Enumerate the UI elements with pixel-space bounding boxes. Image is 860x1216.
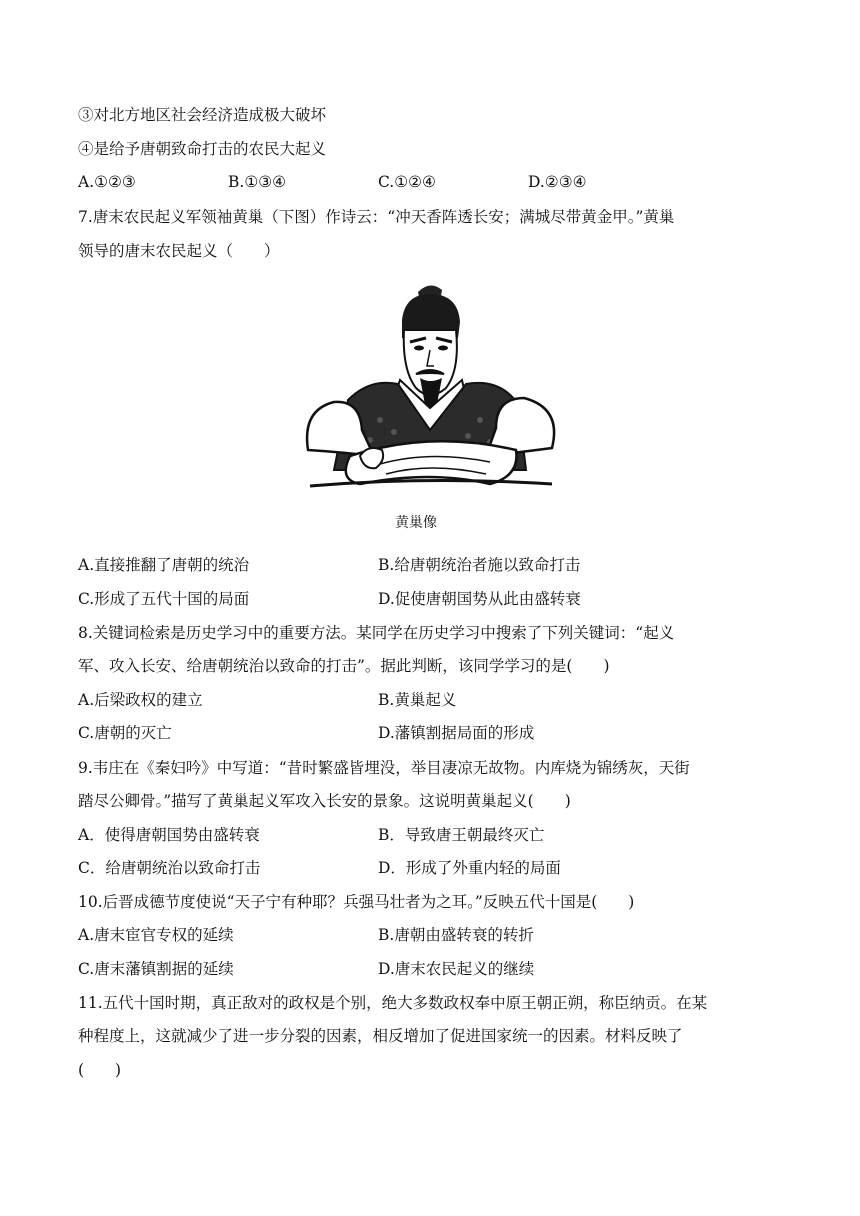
q7-stem-line-2: 领导的唐末农民起义（ ） bbox=[78, 242, 280, 260]
q10-option-a: A.唐末宦官专权的延续 bbox=[78, 926, 234, 944]
q8-option-c: C.唐朝的灭亡 bbox=[78, 724, 172, 742]
q10-option-c: C.唐末藩镇割据的延续 bbox=[78, 960, 234, 978]
q9-option-d: D．形成了外重内轻的局面 bbox=[378, 859, 561, 877]
q10-option-d: D.唐末农民起义的继续 bbox=[378, 960, 535, 978]
q6-option-c: C.①②④ bbox=[378, 173, 436, 191]
q7-option-b: B.给唐朝统治者施以致命打击 bbox=[378, 556, 581, 574]
q9-stem-line-1: 9.韦庄在《秦妇吟》中写道：“昔时繁盛皆埋没，举目凄凉无故物。内库烧为锦绣灰，天街 bbox=[78, 759, 690, 777]
figure-caption: 黄巢像 bbox=[395, 515, 437, 531]
q6-option-b: B.①③④ bbox=[228, 173, 287, 191]
q9-stem-line-2: 踏尽公卿骨。”描写了黄巢起义军攻入长安的景象。这说明黄巢起义( ) bbox=[78, 792, 571, 810]
q8-stem-line-1: 8.关键词检索是历史学习中的重要方法。某同学在历史学习中搜索了下列关键词：“起义 bbox=[78, 624, 675, 642]
huang-chao-portrait bbox=[290, 280, 570, 502]
q8-stem-line-2: 军、攻入长安、给唐朝统治以致命的打击”。据此判断，该同学学习的是( ) bbox=[78, 657, 610, 675]
q6-option-d: D.②③④ bbox=[528, 173, 587, 191]
q8-option-d: D.藩镇割据局面的形成 bbox=[378, 724, 535, 742]
q9-option-c: C．给唐朝统治以致命打击 bbox=[78, 859, 261, 877]
q11-stem-line-3: ( ) bbox=[78, 1061, 122, 1079]
q6-item-3: ③对北方地区社会经济造成极大破坏 bbox=[78, 106, 327, 124]
q10-option-b: B.唐朝由盛转衰的转折 bbox=[378, 926, 534, 944]
q10-stem-line-1: 10.后晋成德节度使说“天子宁有种耶？兵强马壮者为之耳。”反映五代十国是( ) bbox=[78, 893, 635, 911]
q11-stem-line-2: 种程度上，这就减少了进一步分裂的因素，相反增加了促进国家统一的因素。材料反映了 bbox=[78, 1027, 683, 1045]
q9-option-b: B．导致唐王朝最终灭亡 bbox=[378, 826, 545, 844]
q7-option-d: D.促使唐朝国势从此由盛转衰 bbox=[378, 590, 581, 608]
q8-option-a: A.后梁政权的建立 bbox=[78, 691, 203, 709]
q6-item-4: ④是给予唐朝致命打击的农民大起义 bbox=[78, 140, 327, 158]
q8-option-b: B.黄巢起义 bbox=[378, 691, 457, 709]
q11-stem-line-1: 11.五代十国时期，真正敌对的政权是个别，绝大多数政权奉中原王朝正朔，称臣纳贡。在某 bbox=[78, 994, 708, 1012]
q7-option-a: A.直接推翻了唐朝的统治 bbox=[78, 556, 250, 574]
q7-stem-line-1: 7.唐末农民起义军领袖黄巢（下图）作诗云：“冲天香阵透长安；满城尽带黄金甲。”黄巢 bbox=[78, 208, 675, 226]
q7-option-c: C.形成了五代十国的局面 bbox=[78, 590, 250, 608]
q9-option-a: A．使得唐朝国势由盛转衰 bbox=[78, 826, 260, 844]
q6-option-a: A.①②③ bbox=[78, 173, 136, 191]
